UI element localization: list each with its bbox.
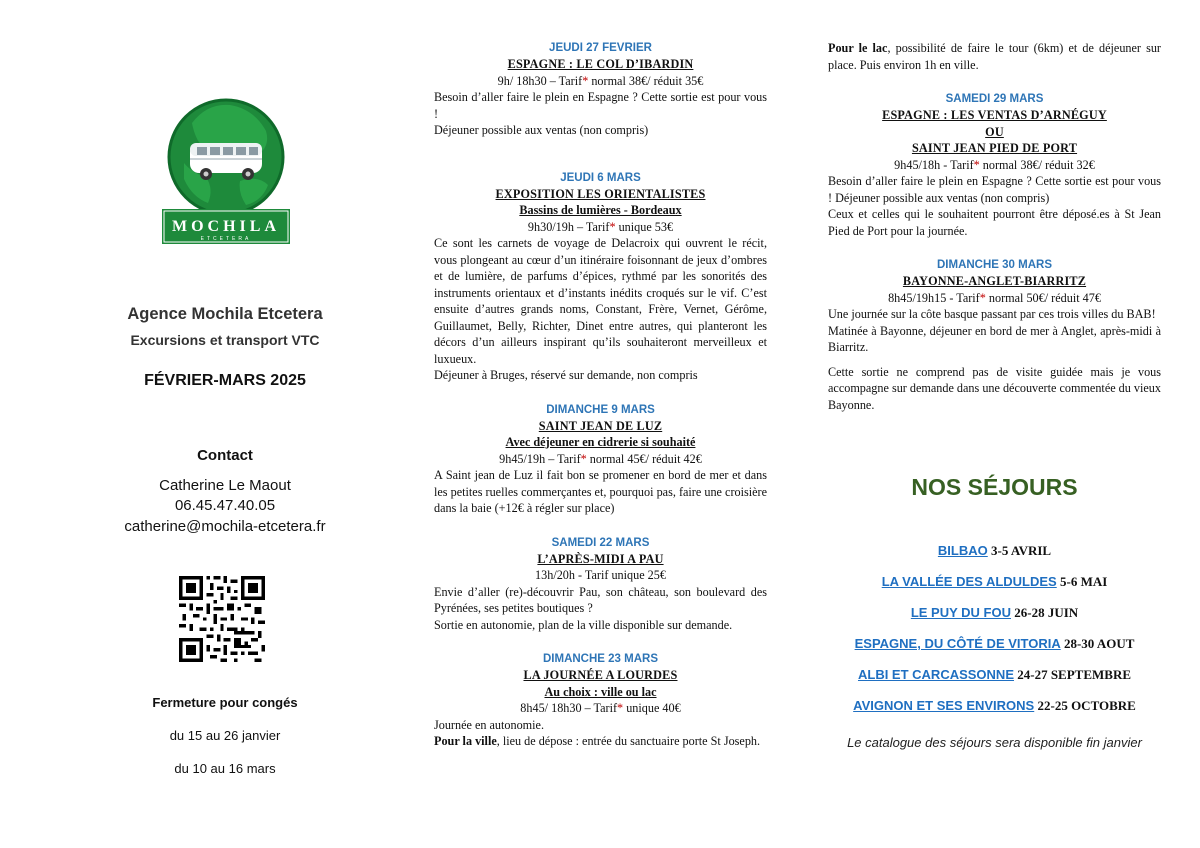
- event-date: DIMANCHE 30 MARS: [936, 259, 1052, 271]
- season-title: FÉVRIER-MARS 2025: [144, 372, 306, 389]
- event-title: ESPAGNE : LES VENTAS D’ARNÉGUY: [882, 108, 1107, 122]
- event-description: Besoin d’aller faire le plein en Espagne ? Cette sortie est pour vous !: [434, 90, 767, 121]
- event-time-price: 13h/20h - Tarif unique 25€: [535, 568, 666, 582]
- event-date: JEUDI 6 MARS: [560, 171, 641, 184]
- sejour-item[interactable]: [828, 605, 1161, 621]
- closing-period-2: du 10 au 16 mars: [174, 761, 276, 776]
- event-title: ESPAGNE : LE COL D’IBARDIN: [507, 57, 694, 71]
- event-time-price: 9h30/19h – Tarif* unique 53€: [527, 219, 674, 234]
- event-description: Sortie en autonomie, plan de la ville disponible sur demande.: [434, 617, 733, 632]
- event-description: Ceux et celles qui le souhaitent pourront être déposé.es à St Jean Pied de Port pour la journée.: [828, 207, 1161, 238]
- event-description: Ce sont les carnets de voyage de Delacroix qui ouvrent le récit, vous plongeant au cœur d’un itinéraire foisonnant de jeux d’ombres et de lumière, de parfums d’épices, rythmé par les sonorités des instruments orientaux et d’instants inédits croqués sur le vif. C’est ensuite d’autres grands noms, Constant, Frère, Vernet, Gérôme, Guillaumet, Belly, Richter, Dinet entre autres, qui planteront les décors d’un ailleurs inspirant qu’ils souhaiteront merveilleux et luxueux.: [434, 236, 767, 366]
- event-lourdes: [434, 651, 767, 750]
- event-description: Journée en autonomie.: [434, 717, 544, 732]
- event-description: Déjeuner possible aux ventas (non compris): [434, 123, 649, 137]
- sejour-item[interactable]: [828, 698, 1161, 714]
- sejours-heading: NOS SÉJOURS: [911, 474, 1078, 500]
- sejour-dates: 22-25 OCTOBRE: [1034, 698, 1136, 713]
- event-title: EXPOSITION LES ORIENTALISTES: [495, 186, 706, 201]
- event-date: SAMEDI 29 MARS: [945, 93, 1044, 105]
- sejour-link[interactable]: LE PUY DU FOU: [910, 605, 1011, 620]
- event-date: DIMANCHE 23 MARS: [542, 653, 658, 665]
- closing-heading: Fermeture pour congés: [152, 695, 298, 710]
- event-date: SAMEDI 22 MARS: [551, 536, 650, 549]
- event-bab: [828, 257, 1161, 413]
- event-title-2: SAINT JEAN PIED DE PORT: [911, 141, 1078, 155]
- event-subtitle: Au choix : ville ou lac: [544, 684, 657, 699]
- event-description: Déjeuner à Bruges, réservé sur demande, non compris: [434, 368, 698, 382]
- sejour-dates: 26-28 JUIN: [1011, 605, 1079, 620]
- event-description: Besoin d’aller faire le plein en Espagne ? Cette sortie est pour vous ! Déjeuner possible aux ventas (non compris): [828, 174, 1161, 205]
- event-description: Matinée à Bayonne, déjeuner en bord de mer à Anglet, après-midi à Biarritz.: [828, 323, 1161, 354]
- sejour-dates: 3-5 AVRIL: [987, 543, 1052, 558]
- sejour-dates: 28-30 AOUT: [1060, 636, 1135, 651]
- closing-period-1: du 15 au 26 janvier: [169, 728, 281, 743]
- event-time-price: 9h/ 18h30 – Tarif* normal 38€/ réduit 35€: [497, 73, 704, 88]
- qr-code[interactable]: [179, 576, 265, 662]
- sejour-link[interactable]: ESPAGNE, DU CÔTÉ DE VITORIA: [854, 636, 1061, 651]
- event-title: LA JOURNÉE A LOURDES: [523, 668, 678, 682]
- event-time-price: 9h45/18h - Tarif* normal 38€/ réduit 32€: [894, 157, 1095, 172]
- events-column-2: [434, 40, 767, 768]
- agency-name: Agence Mochila Etcetera: [127, 305, 323, 323]
- sejour-link[interactable]: LA VALLÉE DES ALDULDES: [881, 574, 1057, 589]
- sejour-item[interactable]: [828, 543, 1161, 559]
- sejour-item[interactable]: [828, 636, 1161, 652]
- sejour-link[interactable]: ALBI ET CARCASSONNE: [857, 667, 1014, 682]
- event-title: SAINT JEAN DE LUZ: [538, 418, 663, 433]
- logo-subtext: ETCETERA: [200, 236, 252, 242]
- event-date: JEUDI 27 FEVRIER: [549, 42, 652, 54]
- contact-name: Catherine Le Maout: [159, 477, 291, 494]
- sejour-item[interactable]: [828, 574, 1161, 590]
- contact-email[interactable]: catherine@mochila-etcetera.fr: [124, 518, 326, 535]
- event-saint-jean-de-luz: [434, 402, 767, 517]
- sejour-dates: 24-27 SEPTEMBRE: [1014, 667, 1132, 682]
- sejour-link[interactable]: AVIGNON ET SES ENVIRONS: [853, 698, 1035, 713]
- sejour-item[interactable]: [828, 667, 1161, 683]
- event-description: A Saint jean de Luz il fait bon se promener en bord de mer et dans les petites ruelles commerçantes et, pourquoi pas, faire une croisière dans la baie (+12€ à régler sur place): [434, 468, 767, 515]
- event-description: Cette sortie ne comprend pas de visite guidée mais je vous accompagne sur demande dans une découverte commentée du vieux Bayonne.: [828, 364, 1161, 412]
- sejour-dates: 5-6 MAI: [1056, 574, 1108, 589]
- contact-phone[interactable]: 06.45.47.40.05: [174, 497, 276, 514]
- sejour-link[interactable]: BILBAO: [937, 543, 988, 558]
- event-subtitle: Avec déjeuner en cidrerie si souhaité: [505, 435, 696, 449]
- contact-heading: Contact: [197, 447, 253, 464]
- event-description: Une journée sur la côte basque passant par ces trois villes du BAB!: [828, 307, 1156, 321]
- event-time-price: 8h45/19h15 - Tarif* normal 50€/ réduit 47€: [888, 290, 1101, 305]
- logo-text: MOCHILA: [172, 218, 280, 235]
- event-time-price: 8h45/ 18h30 – Tarif* unique 40€: [520, 701, 681, 715]
- event-ventas-arneguy: [828, 91, 1161, 239]
- event-title: BAYONNE-ANGLET-BIARRITZ: [902, 274, 1087, 288]
- event-ibardin: [434, 40, 767, 139]
- catalogue-note: Le catalogue des séjours sera disponible fin janvier: [847, 735, 1142, 750]
- event-orientalistes: [434, 170, 767, 384]
- lourdes-lac-continuation: Pour le lac, possibilité de faire le tour (6km) et de déjeuner sur place. Puis environ 1h en ville.: [828, 41, 1161, 72]
- event-date: DIMANCHE 9 MARS: [546, 403, 655, 416]
- event-subtitle: Bassins de lumières - Bordeaux: [519, 203, 682, 217]
- event-pau: [434, 535, 767, 634]
- event-time-price: 9h45/19h – Tarif* normal 45€/ réduit 42€: [499, 451, 702, 466]
- events-column-3: [828, 40, 1161, 431]
- event-description: Envie d’aller (re)-découvrir Pau, son château, son boulevard des Pyrénées, ses petites boutiques ?: [434, 584, 767, 615]
- event-title-or: OU: [985, 124, 1004, 139]
- agency-subtitle: Excursions et transport VTC: [130, 332, 320, 348]
- event-description: Pour la ville, lieu de dépose : entrée du sanctuaire porte St Joseph.: [434, 734, 761, 748]
- event-title: L’APRÈS-MIDI A PAU: [537, 551, 664, 566]
